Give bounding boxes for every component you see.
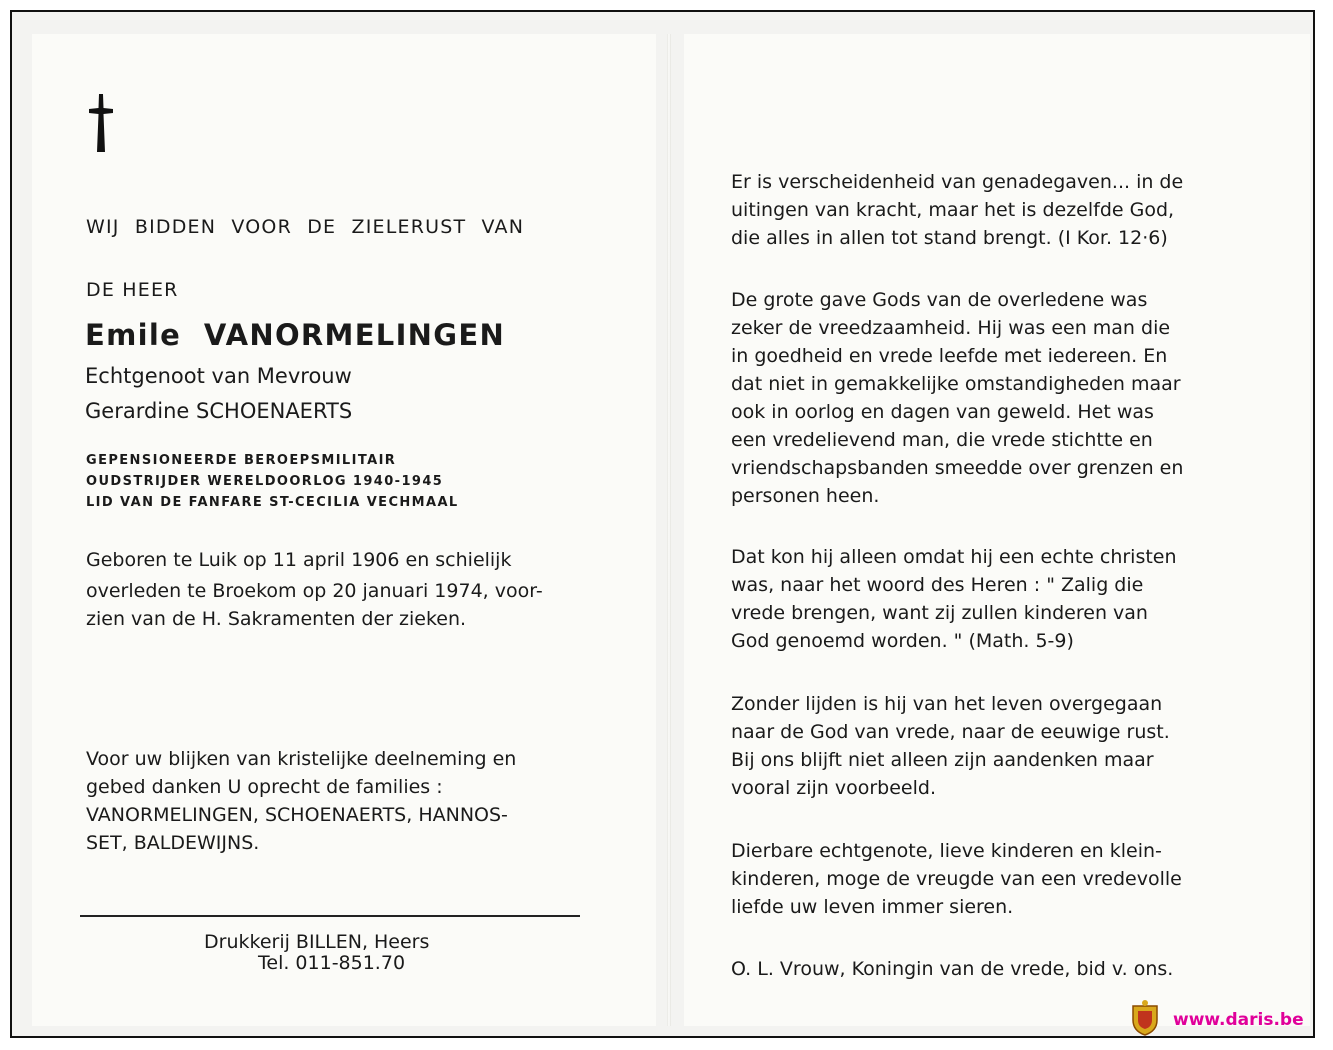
crest-icon: [1130, 1000, 1160, 1036]
info-fanfare: LID VAN DE FANFARE ST-CECILIA VECHMAAL: [86, 495, 459, 510]
paragraph-line: die alles in allen tot stand brengt. (I Kor. 12·6): [731, 227, 1168, 249]
printer-phone: Tel. 011-851.70: [258, 952, 406, 974]
paragraph-line: zeker de vreedzaamheid. Hij was een man die: [731, 317, 1171, 339]
paragraph-5: [731, 837, 1182, 921]
thanks-line-1: Voor uw blijken van kristelijke deelneming en: [86, 748, 517, 770]
paragraph-line: Zonder lijden is hij van het leven overgegaan: [731, 693, 1163, 715]
spouse-line-2: Gerardine SCHOENAERTS: [85, 399, 353, 423]
info-veteran: OUDSTRIJDER WERELDOORLOG 1940-1945: [86, 474, 444, 489]
birth-line-3: zien van de H. Sakramenten der zieken.: [86, 608, 467, 630]
prayer-heading: WIJ BIDDEN VOOR DE ZIELERUST VAN: [86, 216, 525, 238]
paragraph-line: uitingen van kracht, maar het is dezelfde God,: [731, 199, 1175, 221]
paragraph-line: kinderen, moge de vreugde van een vredevolle: [731, 868, 1182, 890]
paragraph-2: [731, 286, 1183, 510]
closing-prayer: O. L. Vrouw, Koningin van de vrede, bid v. ons.: [731, 958, 1174, 980]
paragraph-line: Er is verscheidenheid van genadegaven... in de: [731, 171, 1184, 193]
paragraph-line: God genoemd worden. " (Math. 5-9): [731, 630, 1074, 652]
card-fold: [667, 34, 671, 1026]
paragraph-line: naar de God van vrede, naar de eeuwige rust.: [731, 721, 1170, 743]
paragraph-3: [731, 543, 1177, 655]
paragraph-line: Dierbare echtgenote, lieve kinderen en klein-: [731, 840, 1162, 862]
printer-name: Drukkerij BILLEN, Heers: [204, 931, 430, 953]
spouse-line-1: Echtgenoot van Mevrouw: [85, 364, 352, 388]
paragraph-line: vriendschapsbanden smeedde over grenzen en: [731, 457, 1184, 479]
divider: [80, 915, 580, 917]
paragraph-line: was, naar het woord des Heren : " Zalig die: [731, 574, 1144, 596]
thanks-line-2: gebed danken U oprecht de families :: [86, 776, 443, 798]
paragraph-line: liefde uw leven immer sieren.: [731, 896, 1014, 918]
paragraph-line: ook in oorlog en dagen van geweld. Het was: [731, 401, 1154, 423]
birth-line-2: overleden te Broekom op 20 januari 1974, voor-: [86, 580, 543, 602]
thanks-line-3: VANORMELINGEN, SCHOENAERTS, HANNOS-: [86, 804, 508, 826]
paragraph-line: vrede brengen, want zij zullen kinderen van: [731, 602, 1148, 624]
website-watermark: www.daris.be: [1173, 1010, 1304, 1030]
paragraph-4: [731, 690, 1170, 802]
cross-icon: [88, 94, 114, 154]
deceased-name: Emile VANORMELINGEN: [85, 318, 506, 352]
paragraph-line: dat niet in gemakkelijke omstandigheden maar: [731, 373, 1181, 395]
paragraph-line: een vredelievend man, die vrede stichtte en: [731, 429, 1153, 451]
birth-line-1: Geboren te Luik op 11 april 1906 en schielijk: [86, 549, 512, 571]
paragraph-line: Dat kon hij alleen omdat hij een echte christen: [731, 546, 1177, 568]
info-occupation: GEPENSIONEERDE BEROEPSMILITAIR: [86, 453, 397, 468]
thanks-line-4: SET, BALDEWIJNS.: [86, 832, 260, 854]
paragraph-line: in goedheid en vrede leefde met iedereen. En: [731, 345, 1168, 367]
paragraph-line: Bij ons blijft niet alleen zijn aandenken maar: [731, 749, 1154, 771]
title-line: DE HEER: [86, 279, 179, 301]
left-panel: [32, 34, 656, 1026]
paragraph-line: vooral zijn voorbeeld.: [731, 777, 937, 799]
paragraph-line: personen heen.: [731, 485, 880, 507]
paragraph-line: De grote gave Gods van de overledene was: [731, 289, 1148, 311]
paragraph-1: [731, 168, 1183, 252]
